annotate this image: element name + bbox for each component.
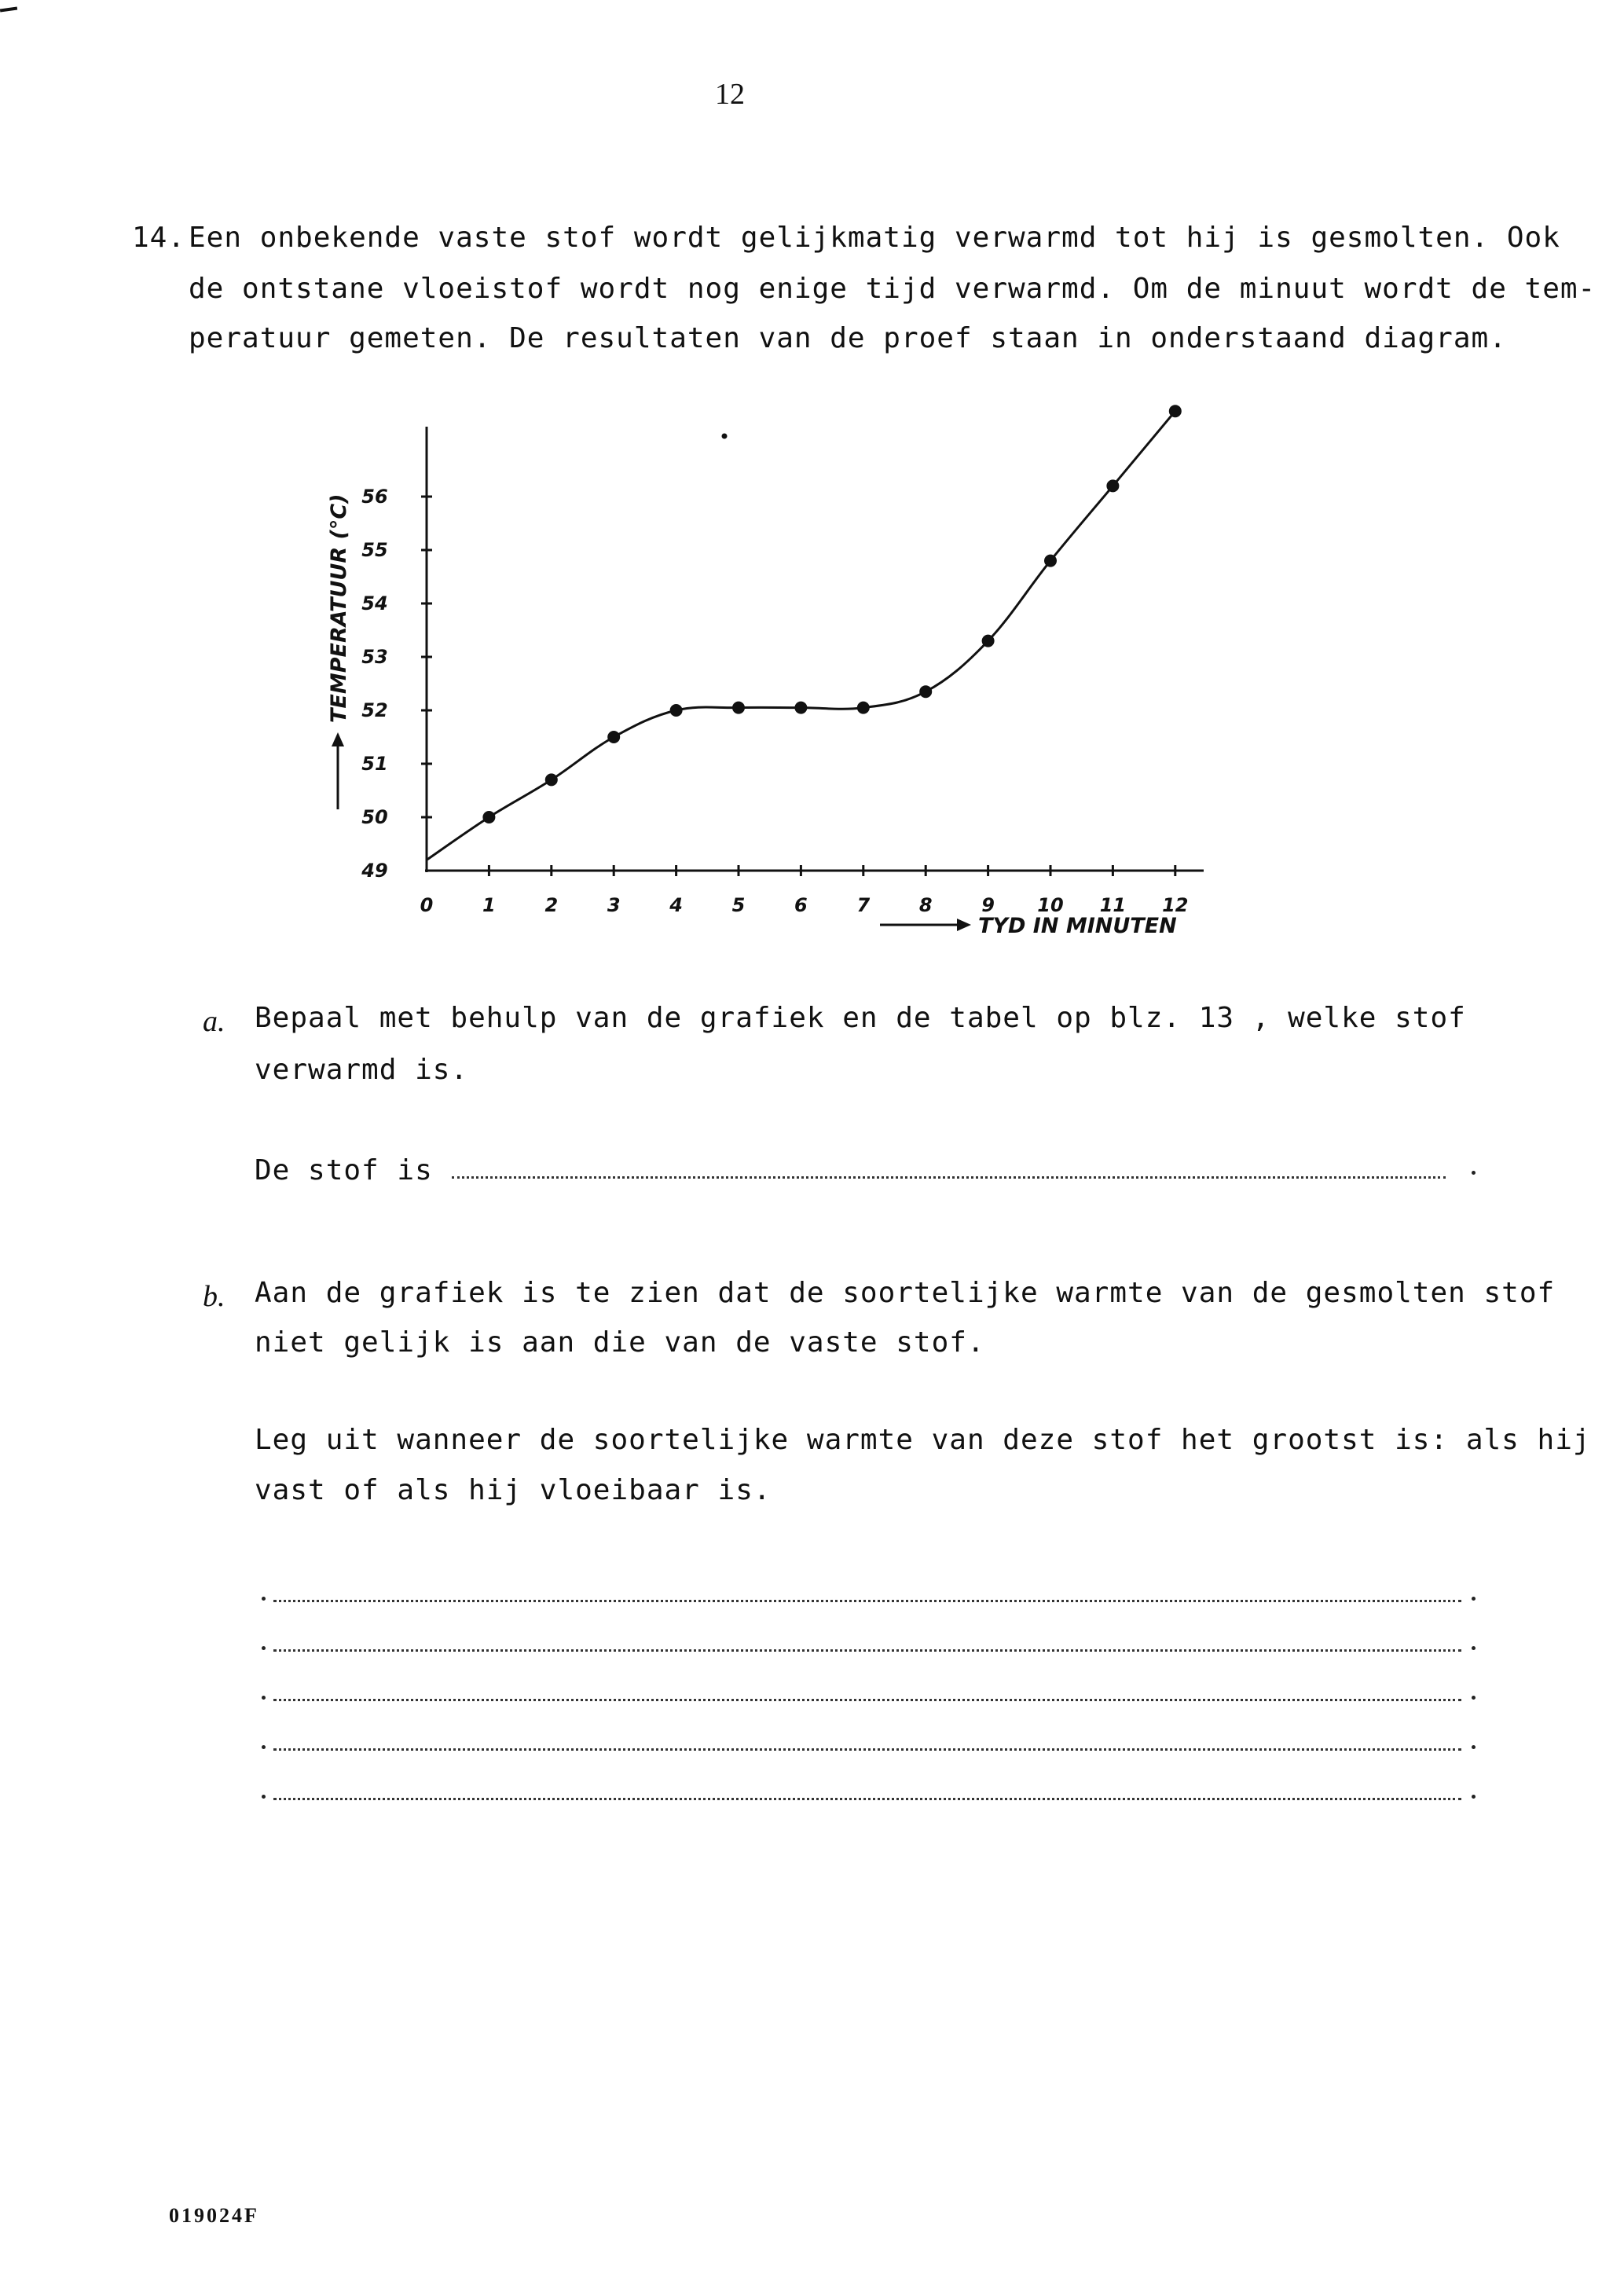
page-number: 12 — [715, 78, 745, 111]
part-a-answer-label: De stof is — [255, 1154, 433, 1187]
x-tick-label-10: 10 — [1037, 894, 1064, 916]
y-tick-label-52: 52 — [361, 699, 388, 721]
data-point-12 — [1169, 405, 1182, 417]
data-point-2 — [545, 773, 558, 786]
chart-ticks — [421, 497, 1175, 876]
y-tick-label-50: 50 — [361, 806, 388, 828]
answer-line-end-dot — [1472, 1597, 1476, 1601]
part-b-answer-line[interactable] — [273, 1600, 1461, 1602]
x-tick-label-3: 3 — [607, 894, 621, 916]
answer-line-start-dot — [262, 1597, 266, 1601]
y-tick-label-55: 55 — [361, 539, 388, 561]
part-b-text-line-1: Aan de grafiek is te zien dat de soortelijke warmte van de gesmolten stof — [255, 1277, 1556, 1309]
part-b-question-line-2: vast of als hij vloeibaar is. — [255, 1474, 772, 1506]
y-axis-label: TEMPERATUUR (°C) — [327, 493, 351, 723]
x-label-arrowhead — [957, 919, 971, 931]
x-axis-label: TYD IN MINUTEN — [978, 914, 1177, 938]
y-tick-label-56: 56 — [361, 486, 388, 508]
answer-line-start-dot — [262, 1745, 266, 1749]
answer-line-end-dot — [1472, 1171, 1476, 1175]
part-a-text-line-1: Bepaal met behulp van de grafiek en de tabel op blz. 13 , welke stof — [255, 1002, 1466, 1034]
data-point-1 — [482, 811, 495, 823]
footer-code: 019024F — [169, 2204, 259, 2227]
stray-dot — [722, 434, 728, 439]
x-tick-label-5: 5 — [731, 894, 746, 916]
x-tick-label-0: 0 — [420, 894, 434, 916]
x-tick-label-1: 1 — [482, 894, 496, 916]
part-b-answer-line[interactable] — [273, 1649, 1461, 1652]
data-point-10 — [1044, 555, 1057, 567]
part-a-answer-line[interactable] — [452, 1176, 1446, 1179]
data-point-9 — [982, 635, 995, 647]
part-b-answer-line[interactable] — [273, 1699, 1461, 1701]
x-tick-label-2: 2 — [544, 894, 559, 916]
temperature-chart — [0, 0, 1624, 959]
x-tick-label-6: 6 — [794, 894, 808, 916]
answer-line-end-dot — [1472, 1795, 1476, 1799]
part-b-answer-line[interactable] — [273, 1798, 1461, 1800]
y-tick-label-53: 53 — [361, 646, 388, 668]
x-tick-label-12: 12 — [1162, 894, 1189, 916]
x-tick-label-7: 7 — [856, 894, 871, 916]
answer-line-end-dot — [1472, 1745, 1476, 1749]
data-point-4 — [670, 704, 683, 717]
part-a-letter: a. — [203, 1005, 225, 1038]
y-label-arrowhead — [332, 732, 344, 746]
y-tick-label-49: 49 — [361, 860, 388, 882]
part-a-text-line-2: verwarmd is. — [255, 1054, 469, 1086]
part-b-answer-line[interactable] — [273, 1748, 1461, 1751]
x-tick-label-9: 9 — [981, 894, 995, 916]
data-point-11 — [1106, 479, 1119, 492]
question-text-line-1: Een onbekende vaste stof wordt gelijkmatig verwarmd tot hij is gesmolten. Ook — [189, 222, 1560, 254]
temperature-series-line — [427, 411, 1175, 860]
part-b-question-line-1: Leg uit wanneer de soortelijke warmte van deze stof het grootst is: als hij — [255, 1424, 1591, 1456]
data-point-3 — [607, 731, 620, 743]
y-tick-label-51: 51 — [361, 753, 388, 775]
question-text-line-3: peratuur gemeten. De resultaten van de proef staan in onderstaand diagram. — [189, 322, 1507, 354]
part-b-letter: b. — [203, 1280, 225, 1313]
data-point-6 — [794, 702, 807, 714]
x-tick-label-11: 11 — [1099, 894, 1127, 916]
data-point-5 — [732, 702, 745, 714]
question-text-line-2: de ontstane vloeistof wordt nog enige tijd verwarmd. Om de minuut wordt de tem- — [189, 273, 1597, 305]
chart-axes — [425, 427, 1204, 872]
question-number: 14. — [132, 222, 186, 254]
part-b-text-line-2: niet gelijk is aan die van de vaste stof. — [255, 1326, 985, 1359]
x-tick-label-8: 8 — [918, 894, 933, 916]
answer-line-start-dot — [262, 1646, 266, 1650]
answer-line-end-dot — [1472, 1646, 1476, 1650]
x-tick-label-4: 4 — [669, 894, 683, 916]
chart-tick-labels — [361, 486, 1188, 916]
answer-line-start-dot — [262, 1795, 266, 1799]
answer-line-start-dot — [262, 1696, 266, 1700]
temperature-series-points — [482, 405, 1181, 823]
y-tick-label-54: 54 — [361, 592, 388, 614]
data-point-8 — [919, 685, 932, 698]
answer-line-end-dot — [1472, 1696, 1476, 1700]
data-point-7 — [857, 702, 870, 714]
